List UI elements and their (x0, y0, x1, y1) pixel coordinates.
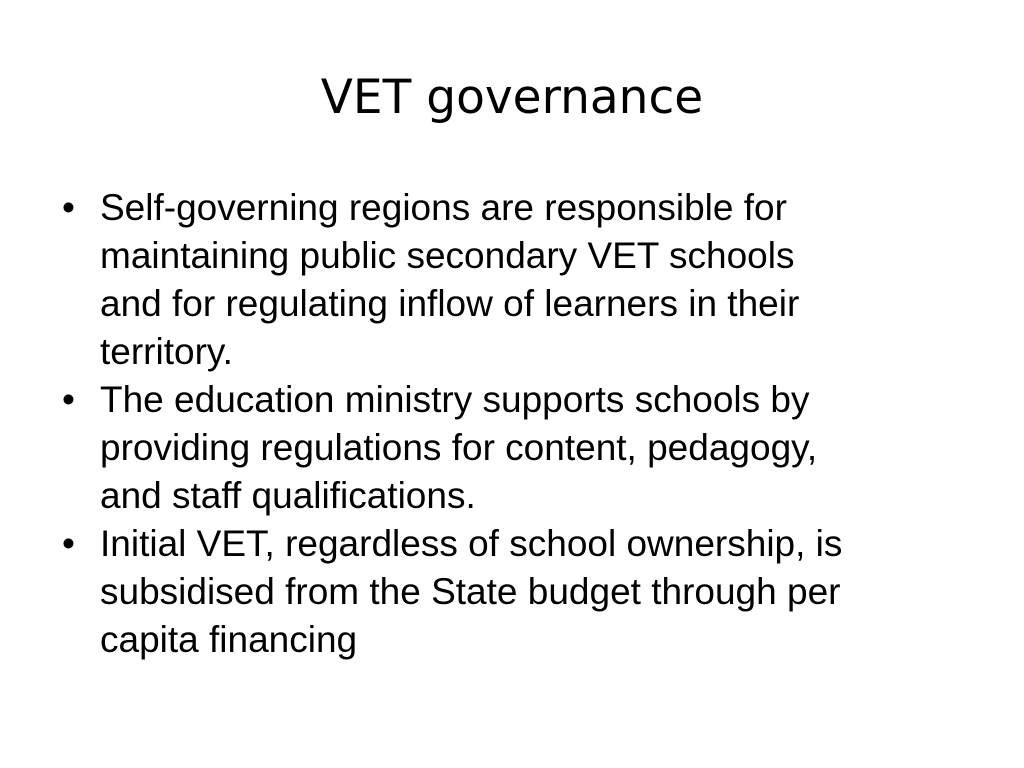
bullet-text-line: and for regulating inflow of learners in their (100, 283, 800, 324)
bullet-text-line: and staff qualifications. (100, 475, 476, 516)
bullet-text-line: subsidised from the State budget through per (100, 571, 841, 612)
bullet-text-line: capita financing (100, 619, 358, 660)
bullet-item-1 (62, 184, 982, 376)
slide-title: VET governance (320, 70, 704, 125)
bullet-text-line: The education ministry supports schools by (100, 379, 810, 420)
bullet-item-3 (62, 520, 982, 664)
bullet-text-line: Self-governing regions are responsible for (100, 187, 787, 228)
bullet-list (62, 184, 982, 664)
bullet-text-line: providing regulations for content, pedagogy, (100, 427, 818, 468)
bullet-dot-icon: • (62, 187, 75, 228)
bullet-text-line: territory. (100, 331, 233, 372)
bullet-text-line: maintaining public secondary VET schools (100, 235, 795, 276)
bullet-dot-icon: • (62, 379, 75, 420)
bullet-dot-icon: • (62, 523, 75, 564)
bullet-text-line: Initial VET, regardless of school ownership, is (100, 523, 843, 564)
bullet-item-2 (62, 376, 982, 520)
